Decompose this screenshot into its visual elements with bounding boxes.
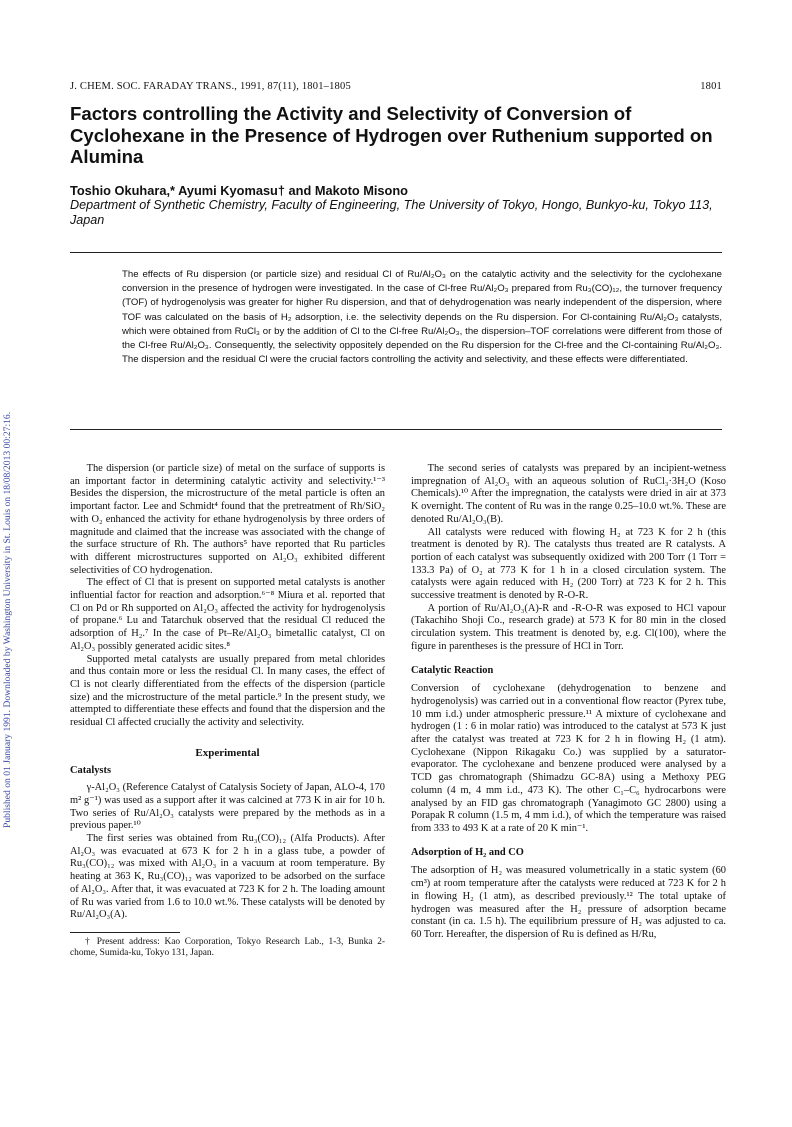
body-paragraph: γ-Al₂O₃ (Reference Catalyst of Catalysis Society of Japan, ALO-4, 170 m² g⁻¹) was used as a support after it was calcined at 773 K in air for 10 h. Two series of Ru/Al₂O₃ catalysts were prepared by the methods as in a previous paper.¹⁰ (70, 782, 385, 832)
abstract-bottom-rule (70, 429, 722, 430)
body-paragraph: A portion of Ru/Al₂O₃(A)-R and -R-O-R was exposed to HCl vapour (Takachiho Shoji Co., research grade) at 573 K for 80 min in the closed circulation system. This treatment is denoted by, e.g. Cl(100), where the figure in parentheses is the pressure of HCl in Torr. (411, 602, 726, 652)
abstract-top-rule (70, 252, 722, 253)
left-column (70, 463, 385, 960)
article-title: Factors controlling the Activity and Selectivity of Conversion of Cyclohexane in the Presence of Hydrogen over Ruthenium supported on Alumina (70, 103, 713, 167)
intro-paragraph: The dispersion (or particle size) of metal on the surface of supports is an important factor in determining catalytic activity and selectivity.¹⁻³ Besides the dispersion, the microstructure of the metal particle is often an important factor. Lee and Schmidt⁴ found that the pretreatment of Rh/SiO₂ with O₂ enhanced the activity for ethane hydrogenolysis by three orders of magnitude and claimed that the increase was associated with the change of the surface structure of Rh. The authors⁵ have reported that Ru particles with different microstructures supported on Al₂O₃ exhibited different selectivities of CO hydrogenation. (70, 463, 385, 576)
subsection-heading-catalytic-reaction: Catalytic Reaction (411, 664, 494, 676)
abstract: The effects of Ru dispersion (or particle size) and residual Cl of Ru/Al₂O₃ on the catalytic activity and the selectivity for the cyclohexane conversion in the presence of hydrogen were investigated. In the case of Cl-free Ru/Al₂O₃ prepared from Ru₃(CO)₁₂, the turnover frequency (TOF) of hydrogenolysis was greater for higher Ru dispersion, and that of dehydrogenation was nearly independent of the dispersion, where TOF was calculated on the basis of H₂ adsorption, i.e. the selectivity depends on the Ru dispersion. For Cl-containing Ru/Al₂O₃ catalysts, which were obtained from RuCl₃ or by the addition of Cl to the Cl-free Ru/Al₂O₃, the dispersion–TOF correlations were different from those of the Cl-free Ru/Al₂O₃. Consequently, the selectivity oppositely depended on the Ru dispersion for the Cl-free and the Cl-containing Ru/Al₂O₃. The dispersion and the residual Cl were the crucial factors controlling the activity and selectivity, and these effects were differentiated. (122, 269, 722, 366)
subsection-heading-adsorption: Adsorption of H₂ and CO (411, 846, 524, 858)
subsection-heading-catalysts: Catalysts (70, 765, 111, 777)
journal-citation: J. CHEM. SOC. FARADAY TRANS., 1991, 87(11), 1801–1805 (70, 81, 351, 92)
page-number: 1801 (700, 81, 722, 92)
section-heading-experimental: Experimental (195, 746, 260, 759)
author-list: Toshio Okuhara,* Ayumi Kyomasu† and Makoto Misono (70, 183, 408, 198)
intro-paragraph: The effect of Cl that is present on supported metal catalysts is another influential factor for reaction and adsorption.⁶⁻⁸ Miura et al. reported that Cl on Pd or Rh supported on Al₂O₃ affected the activity for hydrogenolysis of propane.⁶ Lu and Tatarchuk observed that the residual Cl reduced the adsorption of H₂.⁷ In the case of Pt–Re/Al₂O₃ bimetallic catalyst, Cl on Al₂O₃ possibly generated acidic sites.⁸ (70, 577, 385, 652)
footnote-rule (70, 932, 180, 933)
right-column (411, 463, 726, 942)
footnote: † Present address: Kao Corporation, Tokyo Research Lab., 1-3, Bunka 2-chome, Sumida-ku, Tokyo 131, Japan. (70, 936, 385, 959)
download-watermark: Published on 01 January 1991. Downloaded by Washington University in St. Louis on 18/08/2013 00:27:16. (2, 411, 13, 829)
body-paragraph: The adsorption of H₂ was measured volumetrically in a static system (60 cm³) at room temperature after the catalysts were reduced at 723 K for 2 h in flowing H₂ (1 atm), as described previously.¹² The total uptake of hydrogen was measured after the H₂ pressure of adsorption became constant (in ca. 1.5 h). The equilibrium pressure of H₂ was adjusted to ca. 60 Torr. Hereafter, the dispersion of Ru is defined as H/Ru, (411, 865, 726, 940)
body-paragraph: Conversion of cyclohexane (dehydrogenation to benzene and hydrogenolysis) was carried out in a conventional flow reactor (Pyrex tube, 10 mm i.d.) under atmospheric pressure.¹¹ A mixture of cyclohexane and hydrogen (1 : 6 in molar ratio) was introduced to the catalyst at 573 K just after the catalyst was treated at 723 K for 2 h in flowing H₂ (1 atm). Cyclohexane (Nippon Rikagaku Co.) was supplied by a saturator-evaporator. The cyclohexane and benzene produced were analysed by a TCD gas chromatograph (Shimadzu GC-8A) using a Methoxy PEG column (4 m, 4 mm i.d., 473 K). The other C₁–C₆ hydrocarbons were analysed by an FID gas chromatograph (Yanagimoto GC 2800) using a Porapak R column (1.5 m, 4 mm i.d.), of which the temperature was raised from 333 to 493 K at a rate of 20 K min⁻¹. (411, 683, 726, 834)
body-paragraph: The first series was obtained from Ru₃(CO)₁₂ (Alfa Products). After Al₂O₃ was evacuated at 673 K for 2 h in a glass tube, a powder of Ru₃(CO)₁₂ was mixed with Al₂O₃ in a vacuum at room temperature. By heating at 363 K, Ru₃(CO)₁₂ was vaporized to be adsorbed on the surface of Al₂O₃. After that, it was evacuated at 723 K for 2 h. The loading amount of Ru was varied from 1.6 to 10.0 wt.%. These catalysts will be denoted by Ru/Al₂O₃(A). (70, 832, 385, 921)
body-paragraph: The second series of catalysts was prepared by an incipient-wetness impregnation of Al₂O₃ with an aqueous solution of RuCl₃·3H₂O (Koso Chemicals).¹⁰ After the impregnation, the catalysts were dried in air at 373 K overnight. The content of Ru was in the range 0.25–10.0 wt.%. These are denoted Ru/Al₂O₃(B). (411, 463, 726, 525)
running-head (70, 81, 722, 92)
affiliation: Department of Synthetic Chemistry, Faculty of Engineering, The University of Tokyo, Hongo, Bunkyo-ku, Tokyo 113, Japan (70, 198, 713, 228)
body-paragraph: All catalysts were reduced with flowing H₂ at 723 K for 2 h (this treatment is denoted by R). The catalysts thus treated are R catalysts. A portion of each catalyst was subsequently oxidized with 200 Torr (1 Torr = 133.3 Pa) of O₂ at 773 K for 1 h in a closed circulation system. The catalysts were again reduced with H₂ (200 Torr) at 723 K for 2 h. This successive treatment is denoted by R-O-R. (411, 526, 726, 602)
intro-paragraph: Supported metal catalysts are usually prepared from metal chlorides and thus contain more or less the residual Cl. In many cases, the effect of Cl is not clearly differentiated from the effects of the dispersion (particle size) and the microstructure of the metal particle.⁹ In the present study, we attempted to differentiate these effects and found that the dispersion and the residual Cl affected crucially the activity and selectivity. (70, 653, 385, 729)
